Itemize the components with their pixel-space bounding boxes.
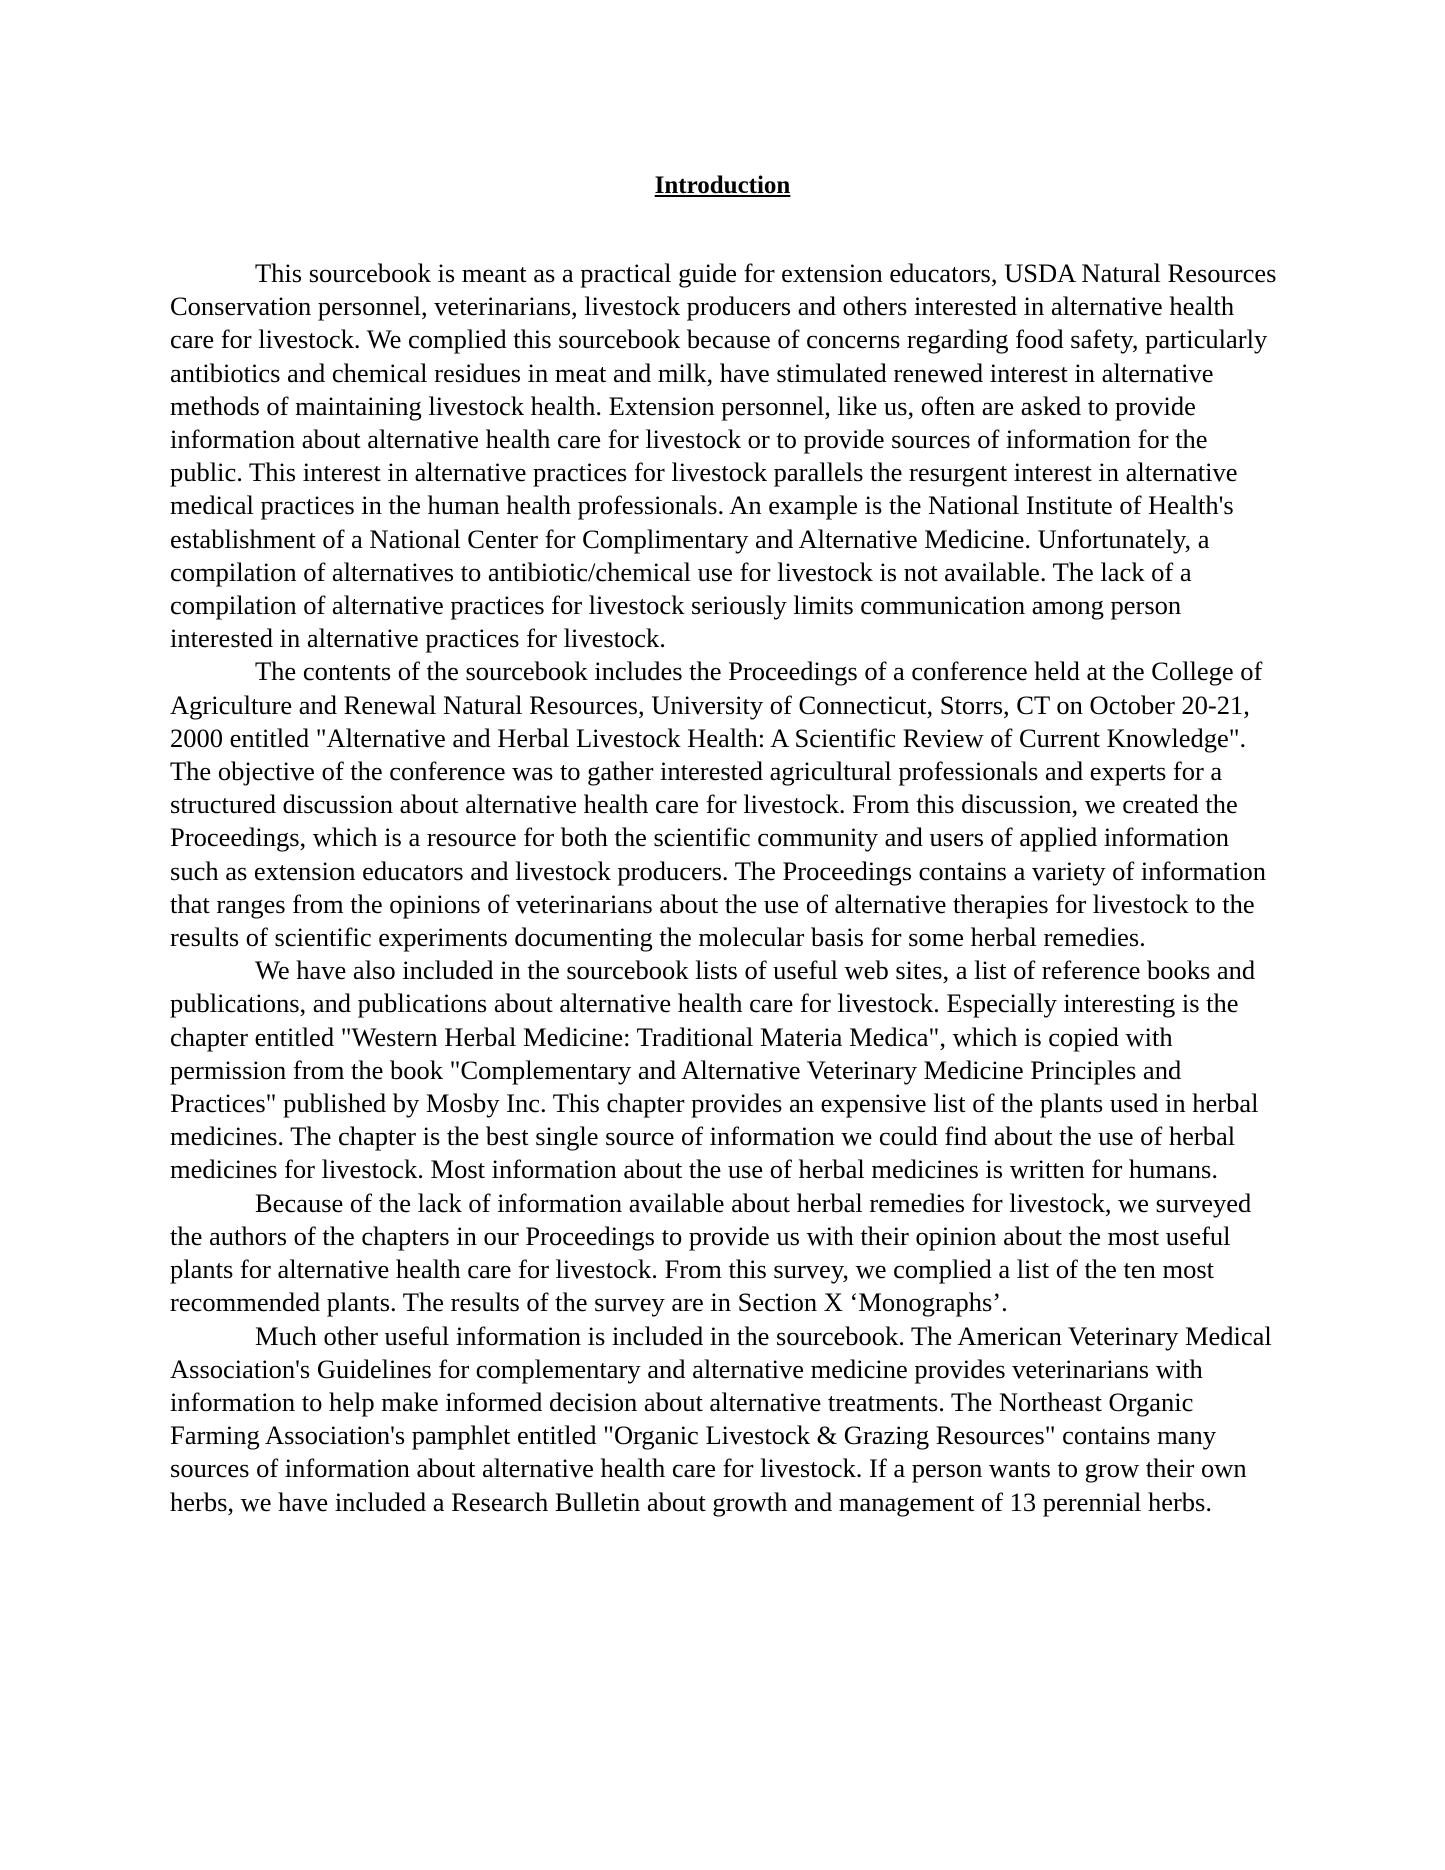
paragraph-5: Much other useful information is included in the sourcebook. The American Veterinary Medical Association's Guidelines for complementary and alternative medicine provides veterinarians with information to help make informed decision about alternative treatments. The Northeast Organic Farming Association's pamphlet entitled "Organic Livestock & Grazing Resources" contains many sources of information about alternative health care for livestock. If a person wants to grow their own herbs, we have included a Research Bulletin about growth and management of 13 perennial herbs. [170,1320,1272,1517]
body-text [170,257,1280,1519]
paragraph-1: This sourcebook is meant as a practical guide for extension educators, USDA Natural Resources Conservation personnel, veterinarians, livestock producers and others interested in alternative health care for livestock. We complied this sourcebook because of concerns regarding food safety, particularly antibiotics and chemical residues in meat and milk, have stimulated renewed interest in alternative methods of maintaining livestock health. Extension personnel, like us, often are asked to provide information about alternative health care for livestock or to provide sources of information for the public. This interest in alternative practices for livestock parallels the resurgent interest in alternative medical practices in the human health professionals. An example is the National Institute of Health's establishment of a National Center for Complimentary and Alternative Medicine. Unfortunately, a compilation of alternatives to antibiotic/chemical use for livestock is not available. The lack of a compilation of alternative practices for livestock seriously limits communication among person interested in alternative practices for livestock. [170,258,1277,654]
paragraph-2: The contents of the sourcebook includes the Proceedings of a conference held at the College of Agriculture and Renewal Natural Resources, University of Connecticut, Storrs, CT on October 20-21, 2000 entitled "Alternative and Herbal Livestock Health: A Scientific Review of Current Knowledge". The objective of the conference was to gather interested agricultural professionals and experts for a structured discussion about alternative health care for livestock. From this discussion, we created the Proceedings, which is a resource for both the scientific community and users of applied information such as extension educators and livestock producers. The Proceedings contains a variety of information that ranges from the opinions of veterinarians about the use of alternative therapies for livestock to the results of scientific experiments documenting the molecular basis for some herbal remedies. [170,656,1266,953]
paragraph-4: Because of the lack of information available about herbal remedies for livestock, we surveyed the authors of the chapters in our Proceedings to provide us with their opinion about the most useful plants for alternative health care for livestock. From this survey, we complied a list of the ten most recommended plants. The results of the survey are in Section X ‘Monographs’. [170,1187,1252,1318]
page-title: Introduction [654,172,791,199]
paragraph-3: We have also included in the sourcebook lists of useful web sites, a list of reference books and publications, and publications about alternative health care for livestock. Especially interesting is the chapter entitled "Western Herbal Medicine: Traditional Materia Medica", which is copied with permission from the book "Complementary and Alternative Veterinary Medicine Principles and Practices" published by Mosby Inc. This chapter provides an expensive list of the plants used in herbal medicines. The chapter is the best single source of information we could find about the use of herbal medicines for livestock. Most information about the use of herbal medicines is written for humans. [170,955,1259,1185]
